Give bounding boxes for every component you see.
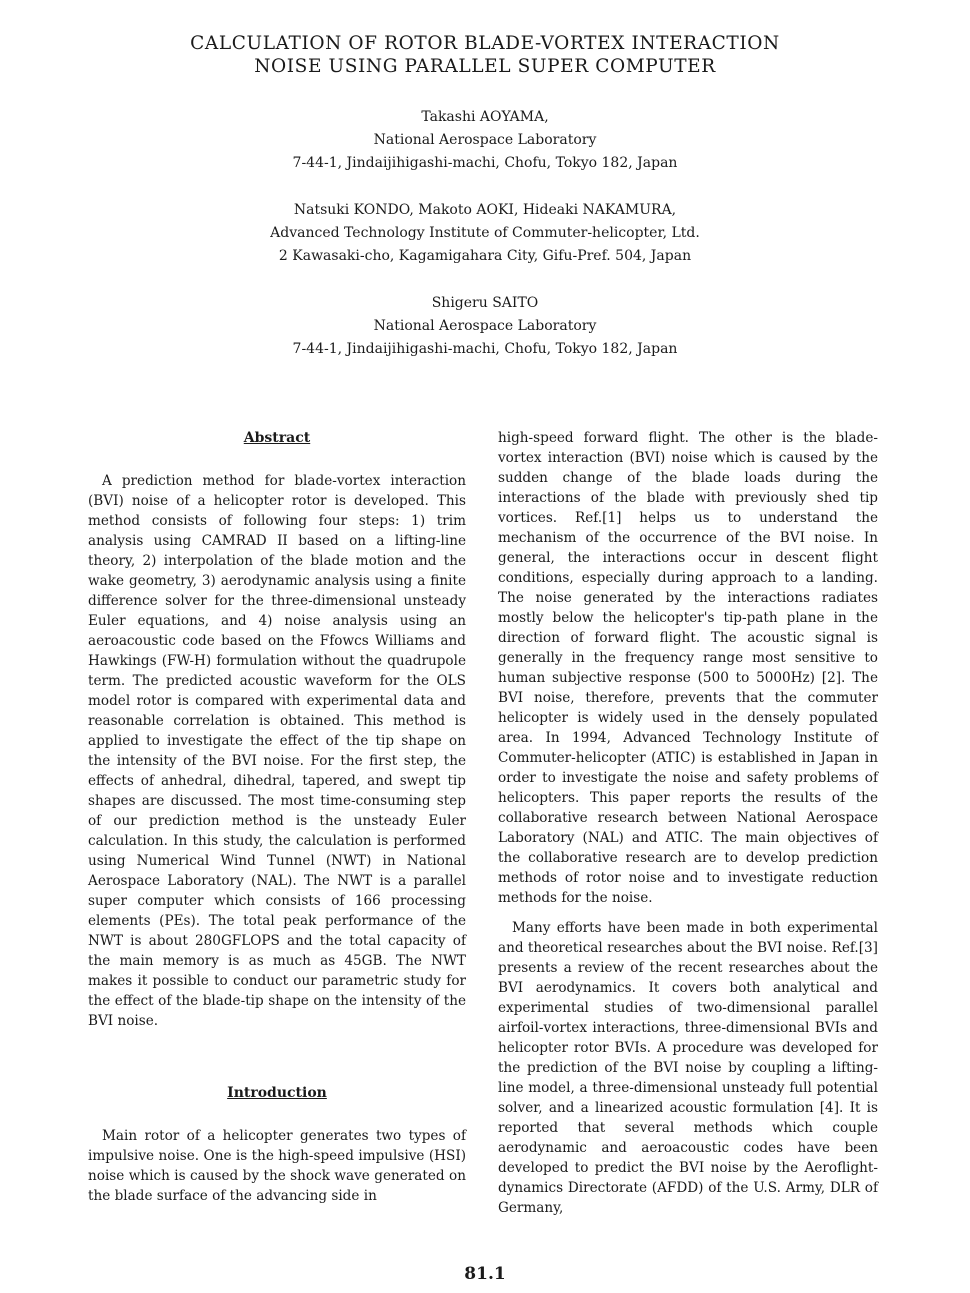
author-address: 7-44-1, Jindaijihigashi-machi, Chofu, Tokyo 182, Japan bbox=[292, 155, 678, 171]
introduction-paragraph-1-start: Main rotor of a helicopter generates two types of impulsive noise. One is the high-speed impulsive (HSI) noise which is caused by the shock wave generated on the blade surface of the advancing side in bbox=[88, 1128, 466, 1204]
introduction-heading: Introduction bbox=[227, 1085, 327, 1101]
author-names: Takashi AOYAMA, bbox=[421, 109, 549, 125]
author-affiliation: National Aerospace Laboratory bbox=[373, 318, 597, 334]
introduction-paragraph-2: Many efforts have been made in both experimental and theoretical researches about the BVI noise. Ref.[3] presents a review of the recent researches about the BVI aerodynamics. It covers both analytical and experimental studies of two-dimensional parallel airfoil-vortex interactions, three-dimensional BVIs and helicopter rotor BVIs. A procedure was developed for the prediction of the BVI noise by coupling a lifting-line model, a three-dimensional unsteady full potential solver, and a linearized acoustic formulation [4]. It is reported that several methods which couple aerodynamic and aeroacoustic codes have been developed to predict the BVI noise by the Aeroflight-dynamics Directorate (AFDD) of the U.S. Army, DLR of Germany, bbox=[498, 920, 878, 1216]
title-line-2: NOISE USING PARALLEL SUPER COMPUTER bbox=[254, 56, 716, 77]
author-names: Shigeru SAITO bbox=[431, 295, 539, 311]
author-names: Natsuki KONDO, Makoto AOKI, Hideaki NAKAMURA, bbox=[293, 202, 677, 218]
author-block-3 bbox=[0, 292, 970, 361]
author-affiliation: Advanced Technology Institute of Commuter-helicopter, Ltd. bbox=[270, 225, 700, 241]
title-line-1: CALCULATION OF ROTOR BLADE-VORTEX INTERACTION bbox=[190, 33, 780, 54]
page-number: 81.1 bbox=[464, 1264, 506, 1284]
introduction-paragraph-1-continued: high-speed forward flight. The other is the blade-vortex interaction (BVI) noise which is caused by the sudden change of the blade loads during the interactions of the blade with previously shed tip vortices. Ref.[1] helps us to understand the mechanism of the occurrence of the BVI noise. In general, the interactions occur in descent flight conditions, especially during approach to a landing. The noise generated by the interactions radiates mostly below the helicopter's tip-path plane in the direction of forward flight. The acoustic signal is generally in the frequency range most sensitive to human subjective response (500 to 5000Hz) [2]. The BVI noise, therefore, prevents that the commuter helicopter is widely used in the densely populated area. In 1994, Advanced Technology Institute of Commuter-helicopter (ATIC) is established in Japan in order to investigate the noise and safety problems of helicopters. This paper reports the results of the collaborative research between National Aerospace Laboratory (NAL) and ATIC. The main objectives of the collaborative research are to develop prediction methods of rotor noise and to investigate reduction methods for the noise. bbox=[498, 430, 878, 906]
abstract-heading: Abstract bbox=[243, 430, 311, 446]
abstract-text: A prediction method for blade-vortex interaction (BVI) noise of a helicopter rotor is developed. This method consists of following four steps: 1) trim analysis using CAMRAD II based on a lifting-line theory, 2) interpolation of the blade motion and the wake geometry, 3) aerodynamic analysis using a finite difference solver for the three-dimensional unsteady Euler equations, and 4) noise analysis using an aeroacoustic code based on the Ffowcs Williams and Hawkings (FW-H) formulation without the quadrupole term. The predicted acoustic waveform for the OLS model rotor is compared with experimental data and reasonable correlation is obtained. This method is applied to investigate the effect of the tip shape on the intensity of the BVI noise. For the first step, the effects of anhedral, dihedral, tapered, and swept tip shapes are discussed. The most time-consuming step of our prediction method is the unsteady Euler calculation. In this study, the calculation is performed using Numerical Wind Tunnel (NWT) in National Aerospace Laboratory (NAL). The NWT is a parallel super computer which consists of 166 processing elements (PEs). The total peak performance of the NWT is about 280GFLOPS and the total capacity of the main memory is as much as 45GB. The NWT makes it possible to conduct our parametric study for the effect of the blade-tip shape on the intensity of the BVI noise. bbox=[88, 473, 466, 1029]
author-block-1 bbox=[0, 106, 970, 175]
right-column bbox=[498, 428, 878, 1218]
author-address: 2 Kawasaki-cho, Kagamigahara City, Gifu-Pref. 504, Japan bbox=[278, 248, 692, 264]
author-block-2 bbox=[0, 199, 970, 268]
author-affiliation: National Aerospace Laboratory bbox=[373, 132, 597, 148]
left-column bbox=[88, 428, 466, 1206]
author-address: 7-44-1, Jindaijihigashi-machi, Chofu, Tokyo 182, Japan bbox=[292, 341, 678, 357]
paper-title bbox=[0, 32, 970, 78]
